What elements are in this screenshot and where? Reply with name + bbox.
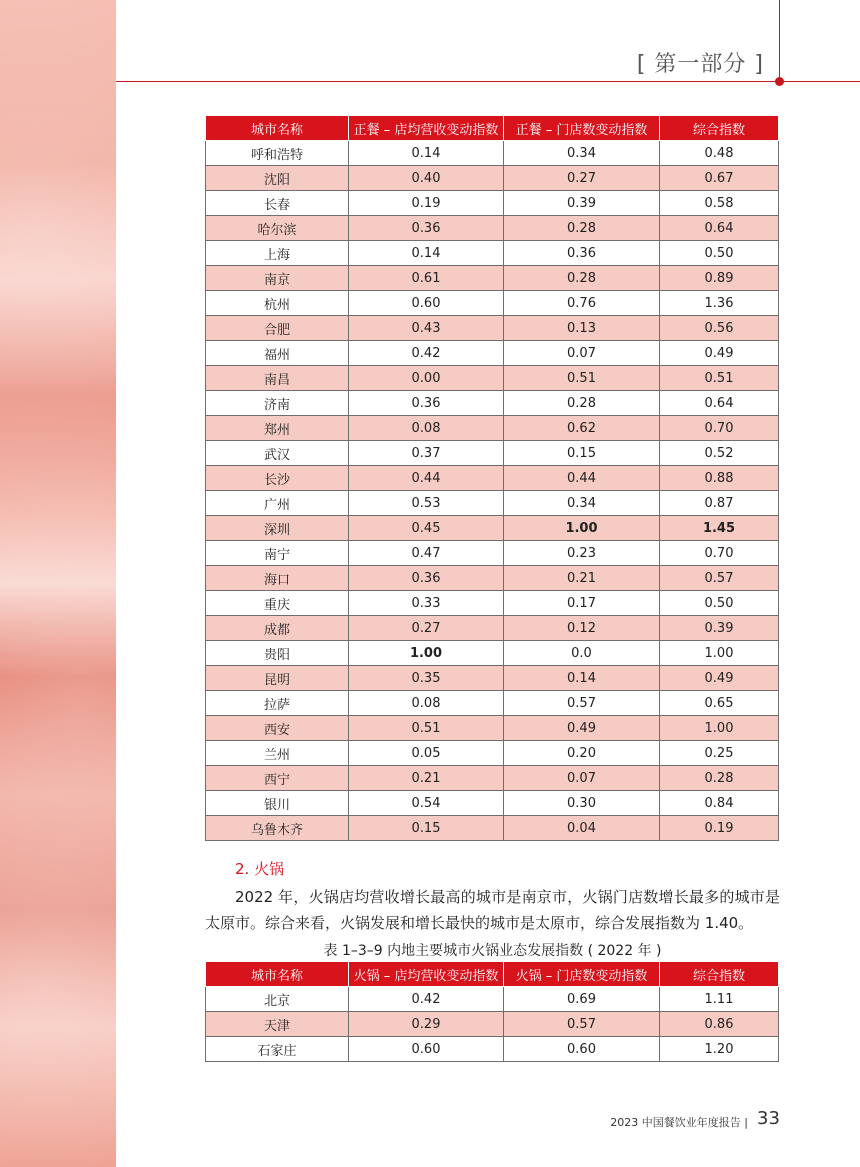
city-name-cell: 南昌 [206,366,349,391]
city-name-cell: 深圳 [206,516,349,541]
index-value-cell: 0.49 [504,716,660,741]
index-value-cell: 0.43 [349,316,504,341]
city-name-cell: 昆明 [206,666,349,691]
index-value-cell: 0.44 [504,466,660,491]
index-value-cell: 0.67 [660,166,779,191]
index-value-cell: 0.20 [504,741,660,766]
index-value-cell: 0.50 [660,591,779,616]
index-value-cell: 0.56 [660,316,779,341]
table-row [206,341,779,366]
index-value-cell: 0.36 [349,391,504,416]
table-row [206,666,779,691]
index-value-cell: 0.39 [504,191,660,216]
city-name-cell: 西安 [206,716,349,741]
index-value-cell: 0.57 [660,566,779,591]
city-name-cell: 上海 [206,241,349,266]
city-name-cell: 乌鲁木齐 [206,816,349,841]
city-name-cell: 兰州 [206,741,349,766]
index-value-cell: 0.84 [660,791,779,816]
table-row [206,741,779,766]
index-value-cell: 0.48 [660,141,779,166]
column-header: 城市名称 [206,116,349,141]
index-value-cell: 0.50 [660,241,779,266]
city-name-cell: 拉萨 [206,691,349,716]
index-value-cell: 0.14 [504,666,660,691]
index-value-cell: 0.15 [504,441,660,466]
index-value-cell: 0.28 [504,266,660,291]
index-value-cell: 0.21 [349,766,504,791]
hotpot-index-table [205,961,779,1062]
index-value-cell: 0.05 [349,741,504,766]
index-value-cell: 0.07 [504,341,660,366]
index-value-cell: 0.49 [660,341,779,366]
index-value-cell: 0.57 [504,1012,660,1037]
index-value-cell: 0.07 [504,766,660,791]
index-value-cell: 1.11 [660,987,779,1012]
city-name-cell: 郑州 [206,416,349,441]
index-value-cell: 0.34 [504,491,660,516]
index-value-cell: 0.23 [504,541,660,566]
index-value-cell: 0.51 [504,366,660,391]
index-value-cell: 0.29 [349,1012,504,1037]
index-value-cell: 0.87 [660,491,779,516]
table-row [206,591,779,616]
index-value-cell: 0.21 [504,566,660,591]
index-value-cell: 0.33 [349,591,504,616]
column-header: 城市名称 [206,962,349,987]
index-value-cell: 0.34 [504,141,660,166]
index-value-cell: 0.49 [660,666,779,691]
table-row [206,641,779,666]
table-row [206,491,779,516]
header-rule-dot [775,77,784,86]
index-value-cell: 0.45 [349,516,504,541]
index-value-cell: 0.0 [504,641,660,666]
index-value-cell: 0.13 [504,316,660,341]
index-value-cell: 0.08 [349,691,504,716]
table-row [206,1037,779,1062]
city-name-cell: 西宁 [206,766,349,791]
section-label: [ 第一部分 ] [636,52,764,77]
index-value-cell: 0.65 [660,691,779,716]
index-value-cell: 0.70 [660,541,779,566]
column-header: 正餐 – 店均营收变动指数 [349,116,504,141]
table-header-row [206,962,779,987]
page-number: 33 [757,1108,780,1129]
index-value-cell: 0.60 [504,1037,660,1062]
city-name-cell: 合肥 [206,316,349,341]
index-value-cell: 0.28 [660,766,779,791]
index-value-cell: 0.28 [504,391,660,416]
column-header: 综合指数 [660,116,779,141]
index-value-cell: 0.64 [660,391,779,416]
index-value-cell: 0.25 [660,741,779,766]
index-value-cell: 0.61 [349,266,504,291]
index-value-cell: 0.39 [660,616,779,641]
index-value-cell: 0.44 [349,466,504,491]
table-caption: 表 1–3–9 内地主要城市火锅业态发展指数 ( 2022 年 ) [323,943,662,959]
index-value-cell: 0.64 [660,216,779,241]
index-value-cell: 0.19 [349,191,504,216]
index-value-cell: 0.47 [349,541,504,566]
table-row [206,516,779,541]
index-value-cell: 1.20 [660,1037,779,1062]
table-row [206,566,779,591]
city-name-cell: 南宁 [206,541,349,566]
index-value-cell: 0.08 [349,416,504,441]
index-value-cell: 0.27 [504,166,660,191]
table-row [206,766,779,791]
table-row [206,316,779,341]
table-row [206,216,779,241]
city-name-cell: 长沙 [206,466,349,491]
table-row [206,691,779,716]
city-name-cell: 重庆 [206,591,349,616]
city-name-cell: 南京 [206,266,349,291]
city-name-cell: 石家庄 [206,1037,349,1062]
index-value-cell: 0.51 [349,716,504,741]
header-vertical-rule [779,0,780,82]
table-row [206,266,779,291]
index-value-cell: 0.12 [504,616,660,641]
index-value-cell: 0.70 [660,416,779,441]
city-name-cell: 天津 [206,1012,349,1037]
table-row [206,391,779,416]
table-row [206,141,779,166]
index-value-cell: 0.37 [349,441,504,466]
city-name-cell: 沈阳 [206,166,349,191]
table-row [206,291,779,316]
index-value-cell: 0.40 [349,166,504,191]
index-value-cell: 0.14 [349,141,504,166]
index-value-cell: 0.51 [660,366,779,391]
index-value-cell: 0.88 [660,466,779,491]
city-name-cell: 银川 [206,791,349,816]
city-name-cell: 广州 [206,491,349,516]
table-row [206,241,779,266]
city-name-cell: 海口 [206,566,349,591]
index-value-cell: 0.86 [660,1012,779,1037]
index-value-cell: 1.00 [504,516,660,541]
table-header-row [206,116,779,141]
index-value-cell: 0.14 [349,241,504,266]
index-value-cell: 0.57 [504,691,660,716]
index-value-cell: 0.53 [349,491,504,516]
city-name-cell: 哈尔滨 [206,216,349,241]
index-value-cell: 0.35 [349,666,504,691]
index-value-cell: 0.36 [349,216,504,241]
index-value-cell: 1.00 [660,641,779,666]
table-row [206,441,779,466]
index-value-cell: 0.19 [660,816,779,841]
city-name-cell: 杭州 [206,291,349,316]
table-row [206,716,779,741]
index-value-cell: 0.60 [349,291,504,316]
index-value-cell: 1.00 [660,716,779,741]
index-value-cell: 1.00 [349,641,504,666]
index-value-cell: 1.36 [660,291,779,316]
index-value-cell: 0.15 [349,816,504,841]
column-header: 综合指数 [660,962,779,987]
city-name-cell: 长春 [206,191,349,216]
table-row [206,616,779,641]
index-value-cell: 0.60 [349,1037,504,1062]
index-value-cell: 0.42 [349,341,504,366]
table-row [206,1012,779,1037]
table-row [206,166,779,191]
city-name-cell: 呼和浩特 [206,141,349,166]
footer-report-title: 2023 中国餐饮业年度报告 | [610,1116,748,1129]
section-heading: 2. 火锅 [235,860,285,878]
table-row [206,791,779,816]
index-value-cell: 0.27 [349,616,504,641]
index-value-cell: 0.89 [660,266,779,291]
index-value-cell: 0.54 [349,791,504,816]
header-horizontal-rule [116,81,860,82]
index-value-cell: 0.00 [349,366,504,391]
index-value-cell: 0.76 [504,291,660,316]
city-name-cell: 贵阳 [206,641,349,666]
index-value-cell: 0.04 [504,816,660,841]
city-name-cell: 北京 [206,987,349,1012]
index-value-cell: 0.30 [504,791,660,816]
restaurant-index-table [205,115,779,841]
city-name-cell: 武汉 [206,441,349,466]
table-row [206,541,779,566]
column-header: 正餐 – 门店数变动指数 [504,116,660,141]
table-row [206,466,779,491]
index-value-cell: 0.62 [504,416,660,441]
index-value-cell: 0.52 [660,441,779,466]
city-name-cell: 福州 [206,341,349,366]
column-header: 火锅 – 门店数变动指数 [504,962,660,987]
table-row [206,191,779,216]
section-paragraph: 2022 年，火锅店均营收增长最高的城市是南京市，火锅门店数增长最多的城市是太原市。综合来看，火锅发展和增长最快的城市是太原市，综合发展指数为 1.40。 [205,888,780,932]
index-value-cell: 0.42 [349,987,504,1012]
index-value-cell: 0.17 [504,591,660,616]
index-value-cell: 0.36 [349,566,504,591]
index-value-cell: 0.69 [504,987,660,1012]
decorative-side-photo [0,0,116,1167]
column-header: 火锅 – 店均营收变动指数 [349,962,504,987]
city-name-cell: 济南 [206,391,349,416]
index-value-cell: 0.28 [504,216,660,241]
table-row [206,816,779,841]
index-value-cell: 0.58 [660,191,779,216]
table-row [206,416,779,441]
table-row [206,987,779,1012]
table-row [206,366,779,391]
city-name-cell: 成都 [206,616,349,641]
index-value-cell: 0.36 [504,241,660,266]
index-value-cell: 1.45 [660,516,779,541]
